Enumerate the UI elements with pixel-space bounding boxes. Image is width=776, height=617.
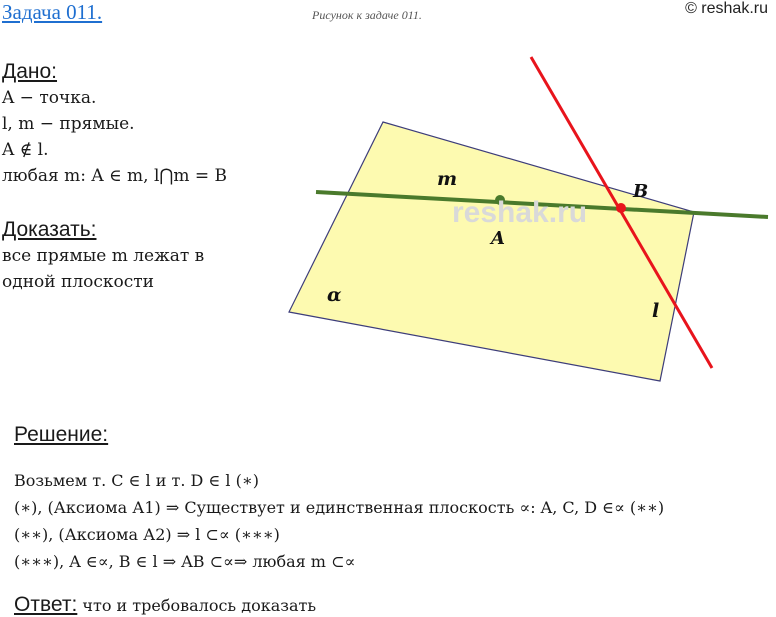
task-title-link[interactable]: Задача 011. xyxy=(2,0,103,24)
figure-caption: Рисунок к задаче 011. xyxy=(312,8,422,22)
label-alpha: α xyxy=(327,284,342,306)
solution-line-1: Возьмем т. С ∈ l и т. D ∈ l (∗) xyxy=(14,471,259,490)
answer-row xyxy=(14,593,316,617)
given-heading: Дано: xyxy=(2,60,58,83)
solution-line-4: (∗∗∗), A ∈∝, B ∈ l ⇒ AB ⊂∝⇒ любая m ⊂∝ xyxy=(14,552,356,571)
prove-line-1: все прямые m лежат в xyxy=(2,246,205,266)
given-line-4: любая m: A ∈ m, l⋂m = B xyxy=(2,166,227,186)
figure-watermark: reshak.ru xyxy=(452,196,588,229)
answer-heading: Ответ: xyxy=(14,593,78,616)
point-B xyxy=(616,203,626,213)
plane-alpha xyxy=(289,122,694,381)
solution-line-2: (∗), (Аксиома А1) ⇒ Существует и единственная плоскость ∝: A, C, D ∈∝ (∗∗) xyxy=(14,498,665,517)
label-B: B xyxy=(633,181,649,202)
prove-line-2: одной плоскости xyxy=(2,272,155,292)
solution-line-3: (∗∗), (Аксиома А2) ⇒ l ⊂∝ (∗∗∗) xyxy=(14,525,280,544)
answer-text: что и требовалось доказать xyxy=(77,596,317,615)
given-line-2: l, m − прямые. xyxy=(2,114,135,134)
site-credit: © reshak.ru xyxy=(685,0,768,17)
given-line-1: A − точка. xyxy=(2,88,97,108)
label-l: l xyxy=(652,300,660,322)
prove-heading: Доказать: xyxy=(2,218,97,241)
solution-heading: Решение: xyxy=(14,423,109,446)
label-m: m xyxy=(437,168,458,190)
given-line-3: A ∉ l. xyxy=(2,140,49,160)
label-A: A xyxy=(491,228,505,249)
